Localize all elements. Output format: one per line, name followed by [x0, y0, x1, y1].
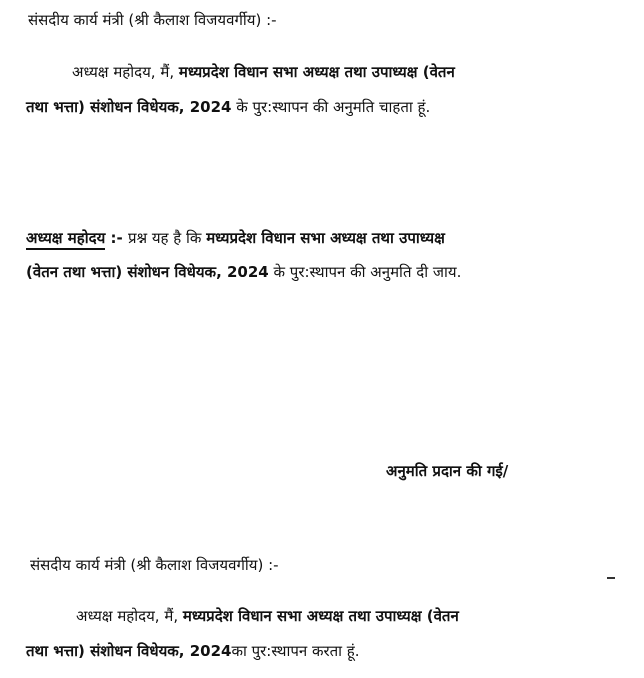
statement-line	[26, 228, 445, 248]
bill-title: मध्यप्रदेश विधान सभा अध्यक्ष तथा उपाध्यक्ष	[206, 229, 445, 247]
statement-line	[76, 606, 459, 626]
statement-tail: के पुर:स्थापन की अनुमति चाहता हूं.	[231, 98, 431, 116]
bill-title: मध्यप्रदेश विधान सभा अध्यक्ष तथा उपाध्यक्ष (वेतन	[182, 607, 459, 625]
speaker-minister: संसदीय कार्य मंत्री (श्री कैलाश विजयवर्गीय) :-	[30, 556, 279, 574]
statement-line	[26, 262, 461, 282]
bill-title: मध्यप्रदेश विधान सभा अध्यक्ष तथा उपाध्यक्ष (वेतन	[178, 63, 455, 81]
speaker-chair: अध्यक्ष महोदय	[26, 229, 105, 250]
statement-tail: का पुर:स्थापन करता हूं.	[231, 642, 360, 660]
statement-lead: प्रश्न यह है कि	[127, 229, 207, 247]
stray-mark	[607, 577, 615, 579]
bill-title: (वेतन तथा भत्ता) संशोधन विधेयक, 2024	[26, 263, 269, 281]
bill-title: तथा भत्ता) संशोधन विधेयक, 2024	[26, 642, 232, 660]
statement-lead: अध्यक्ष महोदय, मैं,	[72, 63, 179, 81]
speaker-suffix: :-	[105, 229, 128, 247]
statement-line	[26, 97, 430, 117]
speaker-minister: संसदीय कार्य मंत्री (श्री कैलाश विजयवर्गीय) :-	[28, 11, 277, 29]
permission-granted: अनुमति प्रदान की गई/	[386, 462, 509, 480]
statement-line	[72, 62, 455, 82]
statement-line	[26, 641, 360, 661]
statement-tail: के पुर:स्थापन की अनुमति दी जाय.	[268, 263, 462, 281]
bill-title: तथा भत्ता) संशोधन विधेयक, 2024	[26, 98, 232, 116]
statement-lead: अध्यक्ष महोदय, मैं,	[76, 607, 183, 625]
